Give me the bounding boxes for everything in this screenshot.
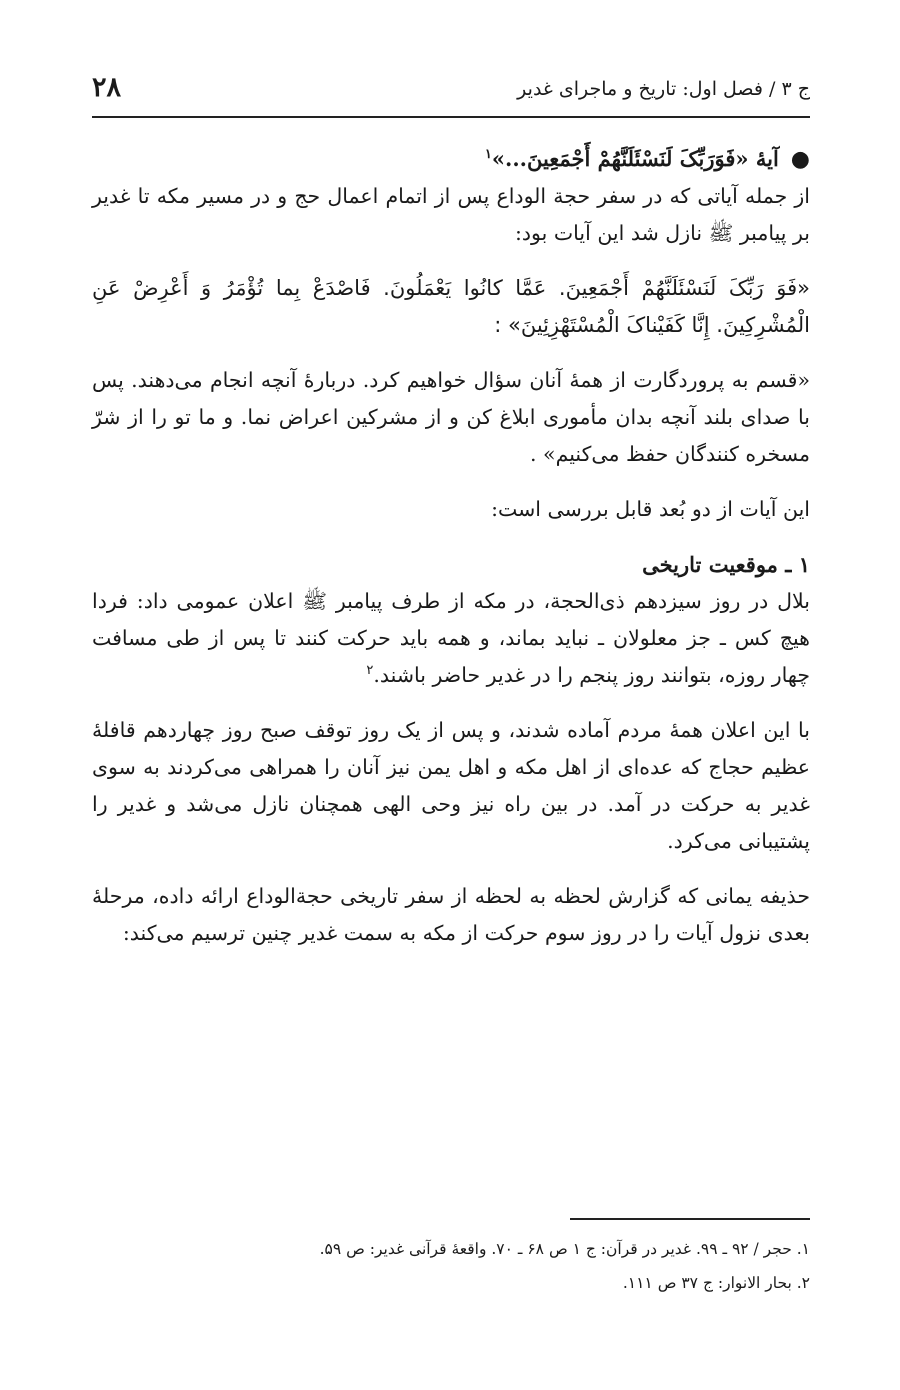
section-paragraph-1-text: بلال در روز سیزدهم ذی‌الحجة، در مکه از طرف پیامبر ﷺ اعلان عمومی داد: فردا هیچ کس ـ جز معلولان ـ نباید بماند، و همه باید حرکت کنند تا پس از طی مسافت چهار روزه، بتوانند روز پنجم را در غدیر حاضر باشند. <box>92 589 810 687</box>
translation-paragraph: «قسم به پروردگارت از همهٔ آنان سؤال خواهیم کرد. دربارهٔ آنچه انجام می‌دهند. پس با صدای بلند آنچه بدان مأموری ابلاغ کن و از مشرکین اعراض نما. و ما تو را از شرّ مسخره کنندگان حفظ می‌کنیم» . <box>92 368 810 466</box>
page-number: ۲۸ <box>92 72 122 103</box>
dimensions-intro: این آیات از دو بُعد قابل بررسی است: <box>491 497 810 521</box>
section-paragraph-2: با این اعلان همهٔ مردم آماده شدند، و پس از یک روز توقف صبح روز چهاردهم قافلهٔ عظیم حجاج که عده‌ای از اهل مکه و اهل یمن نیز آنان را همراهی می‌کردند به سوی غدیر به حرکت در آمد. در بین راه نیز وحی الهی همچنان نازل می‌شد و غدیر را پشتیبانی می‌کرد. <box>92 718 810 853</box>
footnote-1: ۱. حجر / ۹۲ ـ ۹۹. غدیر در قرآن: ج ۱ ص ۶۸ ـ ۷۰. واقعهٔ قرآنی غدیر: ص ۵۹. <box>319 1240 810 1258</box>
running-title: ج ۳ / فصل اول: تاریخ و ماجرای غدیر <box>517 78 810 100</box>
intro-paragraph: از جمله آیاتی که در سفر حجة الوداع پس از اتمام اعمال حج و در مسیر مکه تا غدیر بر پیامبر ﷺ نازل شد این آیات بود: <box>92 184 810 245</box>
verse-heading-text: آیهٔ «فَوَرَبِّکَ لَنَسْئَلَنَّهُمْ أَجْمَعِینَ...» <box>491 146 779 171</box>
footnote-ref-2: ۲ <box>366 663 374 679</box>
section-paragraph-1 <box>92 583 810 694</box>
section-heading: ۱ ـ موقعیت تاریخی <box>642 552 810 577</box>
footnotes <box>92 1232 810 1300</box>
section-paragraph-3: حذیفه یمانی که گزارش لحظه به لحظه از سفر تاریخی حجة‌الوداع ارائه داده، مرحلهٔ بعدی نزول آیات را در روز سوم حرکت از مکه به سمت غدیر چنین ترسیم می‌کند: <box>92 884 810 945</box>
main-content <box>92 140 810 952</box>
verse-heading <box>92 140 810 178</box>
footnote-2: ۲. بحار الانوار: ج ۳۷ ص ۱۱۱. <box>622 1274 810 1292</box>
page-header <box>92 70 810 118</box>
footnote-divider <box>570 1218 810 1220</box>
footnote-ref-1: ۱ <box>484 147 492 162</box>
bullet-dot-icon: ● <box>790 146 810 172</box>
quran-verse: «فَوَ رَبِّکَ لَنَسْئَلَنَّهُمْ أَجْمَعِینَ. عَمَّا کانُوا یَعْمَلُونَ. فَاصْدَعْ بِما تُؤْمَرُ وَ أَعْرِضْ عَنِ الْمُشْرِکِینَ. إِنَّا کَفَیْناکَ الْمُسْتَهْزِئِینَ» : <box>92 276 810 337</box>
